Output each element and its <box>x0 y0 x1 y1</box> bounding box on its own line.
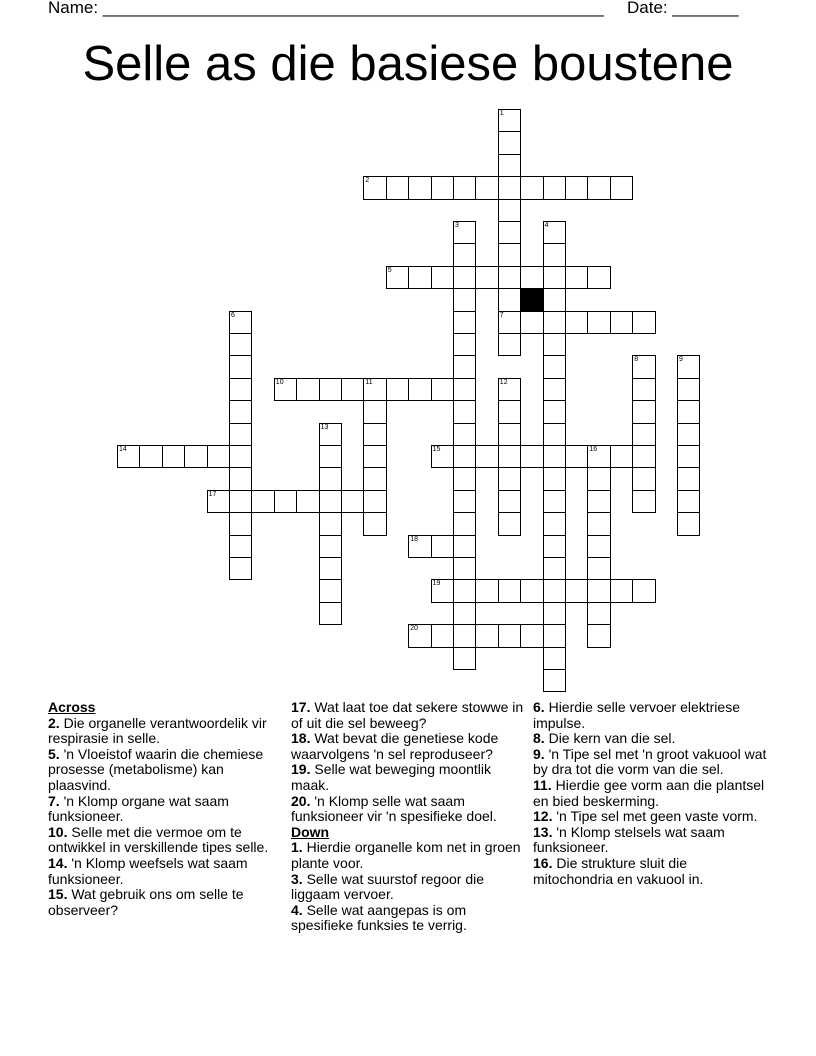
clue-text: 'n Vloeistof waarin die chemiese prosesse (metabolisme) kan plaasvind. <box>48 745 264 793</box>
clue-across-18 <box>291 731 527 762</box>
grid-cell[interactable] <box>408 535 431 558</box>
grid-cell[interactable] <box>453 624 476 647</box>
cell-number: 9 <box>679 356 683 364</box>
grid-cell[interactable] <box>520 445 543 468</box>
grid-cell[interactable] <box>229 355 252 378</box>
clue-across-10 <box>48 825 284 856</box>
grid-cell[interactable] <box>632 579 655 602</box>
grid-cell[interactable] <box>319 445 342 468</box>
grid-cell[interactable] <box>543 669 566 692</box>
shaded-cell <box>520 288 543 311</box>
grid-cell[interactable] <box>587 467 610 490</box>
grid-cell[interactable] <box>341 490 364 513</box>
grid-cell[interactable] <box>610 579 633 602</box>
grid-cell[interactable] <box>453 602 476 625</box>
across-heading: Across <box>48 699 96 715</box>
clue-down-9 <box>533 747 769 778</box>
grid-cell[interactable] <box>431 535 454 558</box>
grid-cell[interactable] <box>632 311 655 334</box>
cell-number: 11 <box>365 378 373 386</box>
grid-cell[interactable] <box>520 176 543 199</box>
grid-cell[interactable] <box>229 512 252 535</box>
grid-cell[interactable] <box>498 512 521 535</box>
grid-cell[interactable] <box>543 535 566 558</box>
grid-cell[interactable] <box>677 423 700 446</box>
clue-number: 4. <box>291 901 303 918</box>
grid-cell[interactable] <box>498 109 521 132</box>
grid-cell[interactable] <box>363 467 386 490</box>
grid-cell[interactable] <box>274 378 297 401</box>
clue-number: 7. <box>48 792 60 809</box>
grid-cell[interactable] <box>408 266 431 289</box>
grid-cell[interactable] <box>587 624 610 647</box>
grid-cell[interactable] <box>229 400 252 423</box>
grid-cell[interactable] <box>543 333 566 356</box>
grid-cell[interactable] <box>543 557 566 580</box>
clue-number: 10. <box>48 823 68 840</box>
grid-cell[interactable] <box>386 378 409 401</box>
grid-cell[interactable] <box>565 311 588 334</box>
grid-cell[interactable] <box>319 557 342 580</box>
clue-text: Hierdie selle vervoer elektriese impulse. <box>533 699 740 731</box>
grid-cell[interactable] <box>520 624 543 647</box>
grid-cell[interactable] <box>587 535 610 558</box>
grid-cell[interactable] <box>543 243 566 266</box>
grid-cell[interactable] <box>543 423 566 446</box>
clue-text: Die organelle verantwoordelik vir respirasie in selle. <box>48 714 267 747</box>
grid-cell[interactable] <box>677 378 700 401</box>
clue-number: 1. <box>291 839 303 856</box>
grid-cell[interactable] <box>296 490 319 513</box>
grid-cell[interactable] <box>677 400 700 423</box>
grid-cell[interactable] <box>229 311 252 334</box>
grid-cell[interactable] <box>319 602 342 625</box>
grid-cell[interactable] <box>408 378 431 401</box>
clue-down-6 <box>533 700 769 731</box>
grid-cell[interactable] <box>363 400 386 423</box>
cell-number: 5 <box>387 266 392 274</box>
grid-cell[interactable] <box>229 423 252 446</box>
grid-cell[interactable] <box>453 378 476 401</box>
grid-cell[interactable] <box>587 512 610 535</box>
grid-cell[interactable] <box>520 311 543 334</box>
grid-cell[interactable] <box>319 535 342 558</box>
cell-number: 4 <box>544 222 549 229</box>
grid-cell[interactable] <box>453 221 476 244</box>
grid-cell[interactable] <box>587 602 610 625</box>
clue-text: Die strukture sluit die mitochondria en vakuool in. <box>533 854 704 887</box>
grid-cell[interactable] <box>498 199 521 222</box>
grid-cell[interactable] <box>587 176 610 199</box>
grid-cell[interactable] <box>498 266 521 289</box>
cell-number: 17 <box>208 490 217 498</box>
clues-column-2 <box>291 700 527 934</box>
clue-across-5 <box>48 747 284 794</box>
down-heading: Down <box>291 823 330 840</box>
clue-number: 15. <box>48 886 68 903</box>
clue-across-14 <box>48 856 284 887</box>
clue-number: 2. <box>48 714 60 731</box>
clue-across-15 <box>48 887 284 918</box>
grid-cell[interactable] <box>498 467 521 490</box>
grid-cell[interactable] <box>565 176 588 199</box>
name-line[interactable]: _____________________________________________________ <box>102 0 604 17</box>
grid-cell[interactable] <box>587 579 610 602</box>
grid-cell[interactable] <box>498 176 521 199</box>
clue-text: Wat bevat die genetiese kode waarvolgens 'n sel reproduseer? <box>291 730 499 762</box>
grid-cell[interactable] <box>274 490 297 513</box>
grid-cell[interactable] <box>587 311 610 334</box>
grid-cell[interactable] <box>543 445 566 468</box>
clue-down-8 <box>533 731 769 747</box>
grid-cell[interactable] <box>475 266 498 289</box>
grid-cell[interactable] <box>431 266 454 289</box>
grid-cell[interactable] <box>543 221 566 244</box>
cell-number: 19 <box>432 580 441 588</box>
clue-number: 3. <box>291 870 303 887</box>
grid-cell[interactable] <box>475 176 498 199</box>
grid-cell[interactable] <box>229 445 252 468</box>
grid-cell[interactable] <box>543 647 566 670</box>
grid-cell[interactable] <box>565 445 588 468</box>
grid-cell[interactable] <box>587 266 610 289</box>
grid-cell[interactable] <box>453 445 476 468</box>
grid-cell[interactable] <box>677 490 700 513</box>
grid-cell[interactable] <box>453 467 476 490</box>
clue-text: Selle wat aangepas is om spesifieke funksies te verrig. <box>291 901 467 934</box>
cell-number: 7 <box>499 311 504 319</box>
clue-number: 13. <box>533 823 553 840</box>
clue-text: 'n Tipe sel met 'n groot vakuool wat by dra tot die vorm van die sel. <box>533 745 767 778</box>
name-label: Name: <box>48 0 103 17</box>
grid-cell[interactable] <box>453 579 476 602</box>
clue-down-3 <box>291 872 527 903</box>
grid-cell[interactable] <box>498 288 521 311</box>
grid-cell[interactable] <box>543 266 566 289</box>
clue-down-13 <box>533 825 769 856</box>
grid-cell[interactable] <box>453 535 476 558</box>
grid-cell[interactable] <box>117 445 140 468</box>
grid-cell[interactable] <box>632 467 655 490</box>
clue-across-20 <box>291 794 527 825</box>
grid-cell[interactable] <box>498 579 521 602</box>
grid-cell[interactable] <box>453 243 476 266</box>
clue-text: Hierdie organelle kom net in groen plante voor. <box>291 839 521 871</box>
cell-number: 8 <box>634 356 639 364</box>
grid-cell[interactable] <box>319 467 342 490</box>
cell-number: 15 <box>432 446 441 453</box>
cell-number: 1 <box>499 110 504 117</box>
grid-cell[interactable] <box>363 512 386 535</box>
date-line[interactable]: _______ <box>672 0 739 17</box>
grid-cell[interactable] <box>543 579 566 602</box>
grid-cell[interactable] <box>431 378 454 401</box>
grid-cell[interactable] <box>498 311 521 334</box>
clue-number: 16. <box>533 854 553 871</box>
clue-across-17 <box>291 700 527 731</box>
grid-cell[interactable] <box>498 221 521 244</box>
grid-cell[interactable] <box>475 445 498 468</box>
grid-cell[interactable] <box>229 378 252 401</box>
grid-cell[interactable] <box>632 445 655 468</box>
grid-cell[interactable] <box>677 445 700 468</box>
grid-cell[interactable] <box>319 423 342 446</box>
grid-cell[interactable] <box>431 624 454 647</box>
grid-cell[interactable] <box>677 467 700 490</box>
grid-cell[interactable] <box>587 557 610 580</box>
grid-cell[interactable] <box>453 647 476 670</box>
grid-cell[interactable] <box>453 557 476 580</box>
cell-number: 6 <box>231 311 235 319</box>
grid-cell[interactable] <box>543 467 566 490</box>
grid-cell[interactable] <box>453 512 476 535</box>
grid-cell[interactable] <box>162 445 185 468</box>
clue-text: Hierdie gee vorm aan die plantsel en bied beskerming. <box>533 776 765 809</box>
cell-number: 12 <box>499 378 508 386</box>
grid-cell[interactable] <box>677 355 700 378</box>
clue-number: 8. <box>533 730 545 747</box>
grid-cell[interactable] <box>632 378 655 401</box>
clue-across-19 <box>291 762 527 793</box>
clue-text: Selle wat suurstof regoor die liggaam vervoer. <box>291 870 485 903</box>
grid-cell[interactable] <box>632 355 655 378</box>
clue-number: 14. <box>48 854 68 871</box>
grid-cell[interactable] <box>229 467 252 490</box>
clue-number: 19. <box>291 761 311 778</box>
grid-cell[interactable] <box>453 423 476 446</box>
grid-cell[interactable] <box>565 266 588 289</box>
clue-text: Wat laat toe dat sekere stowwe in of uit die sel beweeg? <box>291 699 524 731</box>
grid-cell[interactable] <box>229 490 252 513</box>
clue-down-4 <box>291 903 527 934</box>
grid-cell[interactable] <box>341 378 364 401</box>
grid-cell[interactable] <box>453 490 476 513</box>
grid-cell[interactable] <box>363 445 386 468</box>
cell-number: 14 <box>119 446 127 453</box>
grid-cell[interactable] <box>498 490 521 513</box>
clue-number: 18. <box>291 730 311 747</box>
grid-cell[interactable] <box>207 490 230 513</box>
grid-cell[interactable] <box>453 266 476 289</box>
grid-cell[interactable] <box>498 400 521 423</box>
cell-number: 13 <box>320 423 329 431</box>
grid-cell[interactable] <box>610 445 633 468</box>
grid-cell[interactable] <box>543 400 566 423</box>
clue-number: 17. <box>291 699 311 715</box>
cell-number: 2 <box>365 177 370 185</box>
grid-cell[interactable] <box>543 512 566 535</box>
grid-cell[interactable] <box>632 400 655 423</box>
grid-cell[interactable] <box>543 490 566 513</box>
grid-cell[interactable] <box>139 445 162 468</box>
cell-number: 18 <box>410 535 418 543</box>
cell-number: 16 <box>589 446 598 453</box>
grid-cell[interactable] <box>498 624 521 647</box>
clue-number: 9. <box>533 745 545 762</box>
grid-cell[interactable] <box>498 243 521 266</box>
grid-cell[interactable] <box>543 355 566 378</box>
grid-cell[interactable] <box>408 624 431 647</box>
grid-cell[interactable] <box>251 490 274 513</box>
grid-cell[interactable] <box>498 423 521 446</box>
clue-number: 20. <box>291 792 311 809</box>
clue-number: 6. <box>533 699 545 715</box>
grid-cell[interactable] <box>453 311 476 334</box>
clue-text: 'n Klomp selle wat saam funksioneer vir 'n spesifieke doel. <box>291 792 497 825</box>
clue-across-7 <box>48 794 284 825</box>
grid-cell[interactable] <box>229 557 252 580</box>
clue-text: 'n Klomp stelsels wat saam funksioneer. <box>533 823 725 856</box>
grid-cell[interactable] <box>453 176 476 199</box>
grid-cell[interactable] <box>543 176 566 199</box>
grid-cell[interactable] <box>632 490 655 513</box>
grid-cell[interactable] <box>453 355 476 378</box>
grid-cell[interactable] <box>520 266 543 289</box>
grid-cell[interactable] <box>498 333 521 356</box>
grid-cell[interactable] <box>363 378 386 401</box>
clue-text: 'n Klomp organe wat saam funksioneer. <box>48 792 229 825</box>
grid-cell[interactable] <box>498 154 521 177</box>
cell-number: 20 <box>410 625 418 633</box>
clue-down-16 <box>533 856 769 887</box>
clue-down-12 <box>533 809 769 825</box>
grid-cell[interactable] <box>498 131 521 154</box>
grid-cell[interactable] <box>520 579 543 602</box>
grid-cell[interactable] <box>475 579 498 602</box>
clue-text: Selle wat beweging moontlik maak. <box>291 761 492 793</box>
grid-cell[interactable] <box>543 624 566 647</box>
date-label: Date: <box>627 0 673 17</box>
clue-across-2 <box>48 716 284 747</box>
grid-cell[interactable] <box>319 490 342 513</box>
grid-cell[interactable] <box>587 490 610 513</box>
grid-cell[interactable] <box>632 423 655 446</box>
grid-cell[interactable] <box>565 579 588 602</box>
grid-cell[interactable] <box>363 423 386 446</box>
clues-column-1 <box>48 700 284 918</box>
grid-cell[interactable] <box>543 378 566 401</box>
clue-number: 11. <box>533 776 552 793</box>
clue-text: Wat gebruik ons om selle te observeer? <box>48 886 244 918</box>
grid-cell[interactable] <box>207 445 230 468</box>
grid-cell[interactable] <box>587 445 610 468</box>
grid-cell[interactable] <box>498 378 521 401</box>
grid-cell[interactable] <box>543 602 566 625</box>
grid-cell[interactable] <box>319 512 342 535</box>
grid-cell[interactable] <box>677 512 700 535</box>
grid-cell[interactable] <box>475 624 498 647</box>
grid-cell[interactable] <box>386 266 409 289</box>
page-title: Selle as die basiese boustene <box>82 37 734 91</box>
clue-text: 'n Klomp weefsels wat saam funksioneer. <box>48 854 248 887</box>
grid-cell[interactable] <box>498 445 521 468</box>
grid-cell[interactable] <box>431 445 454 468</box>
grid-cell[interactable] <box>610 176 633 199</box>
grid-cell[interactable] <box>543 311 566 334</box>
grid-cell[interactable] <box>386 176 409 199</box>
clue-text: Die kern van die sel. <box>544 730 676 747</box>
grid-cell[interactable] <box>453 333 476 356</box>
clue-number: 5. <box>48 745 60 762</box>
grid-cell[interactable] <box>229 535 252 558</box>
cell-number: 10 <box>275 378 284 386</box>
grid-cell[interactable] <box>453 288 476 311</box>
grid-cell[interactable] <box>296 378 319 401</box>
grid-cell[interactable] <box>319 579 342 602</box>
clue-down-11 <box>533 778 769 809</box>
clue-text: 'n Tipe sel met geen vaste vorm. <box>552 808 758 825</box>
grid-cell[interactable] <box>431 579 454 602</box>
clue-text: Selle met die vermoe om te ontwikkel in verskillende tipes selle. <box>48 823 269 856</box>
grid-cell[interactable] <box>543 288 566 311</box>
clue-down-1 <box>291 840 527 871</box>
clue-number: 12. <box>533 808 553 825</box>
grid-cell[interactable] <box>431 176 454 199</box>
clues-column-3 <box>533 700 769 887</box>
grid-cell[interactable] <box>319 378 342 401</box>
grid-cell[interactable] <box>363 176 386 199</box>
cell-number: 3 <box>455 222 459 229</box>
grid-cell[interactable] <box>453 400 476 423</box>
grid-cell[interactable] <box>363 490 386 513</box>
grid-cell[interactable] <box>610 311 633 334</box>
grid-cell[interactable] <box>408 176 431 199</box>
grid-cell[interactable] <box>184 445 207 468</box>
grid-cell[interactable] <box>229 333 252 356</box>
